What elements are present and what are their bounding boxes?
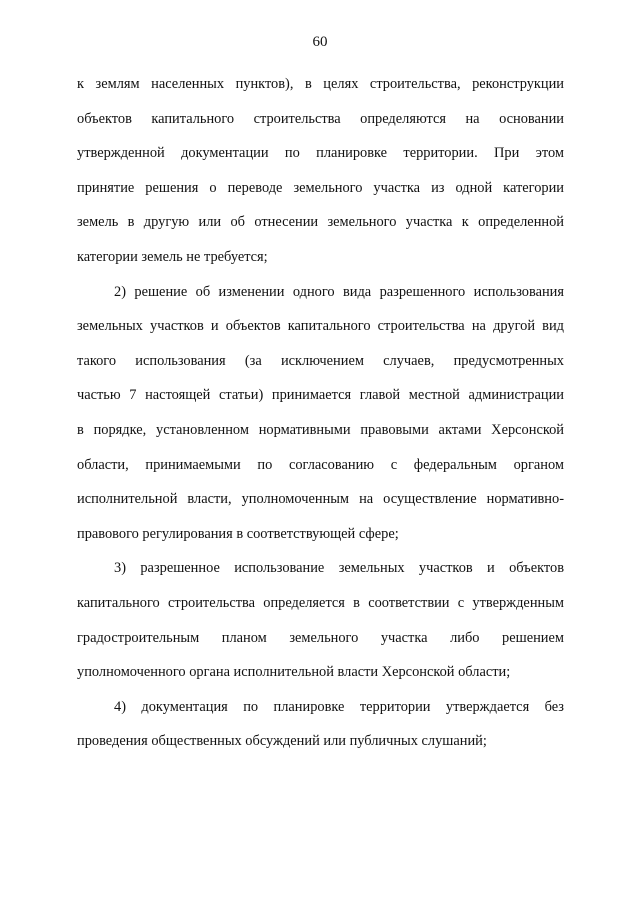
text-line: исполнительной власти, уполномоченным на осуществление нормативно-: [77, 491, 564, 508]
paragraph-3-start: 3) разрешенное использование земельных участков и объектов: [114, 560, 564, 577]
text-line: частью 7 настоящей статьи) принимается главой местной администрации: [77, 387, 564, 404]
text-line: категории земель не требуется;: [77, 248, 268, 265]
text-line: земель в другую или об отнесении земельного участка к определенной: [77, 214, 564, 231]
text-line: градостроительным планом земельного участка либо решением: [77, 629, 564, 646]
text-line: утвержденной документации по планировке территории. При этом: [77, 145, 564, 162]
body-text: [77, 67, 564, 759]
paragraph-2-start: 2) решение об изменении одного вида разрешенного использования: [114, 283, 564, 300]
text-line: земельных участков и объектов капитального строительства на другой вид: [77, 318, 564, 335]
text-line: к землям населенных пунктов), в целях строительства, реконструкции: [77, 76, 564, 92]
text-line: принятие решения о переводе земельного участка из одной категории: [77, 179, 564, 196]
text-line: области, принимаемыми по согласованию с федеральным органом: [77, 456, 564, 473]
page-number: 60: [312, 34, 328, 50]
text-line: объектов капитального строительства определяются на основании: [77, 110, 564, 127]
text-line: уполномоченного органа исполнительной власти Херсонской области;: [77, 664, 511, 681]
paragraph-4-start: 4) документация по планировке территории утверждается без: [114, 698, 564, 715]
text-line: в порядке, установленном нормативными правовыми актами Херсонской: [77, 421, 564, 438]
text-line: капитального строительства определяется в соответствии с утвержденным: [77, 594, 564, 611]
text-line: такого использования (за исключением случаев, предусмотренных: [77, 352, 564, 369]
text-line: правового регулирования в соответствующей сфере;: [77, 525, 399, 542]
text-line: проведения общественных обсуждений или публичных слушаний;: [77, 733, 487, 750]
